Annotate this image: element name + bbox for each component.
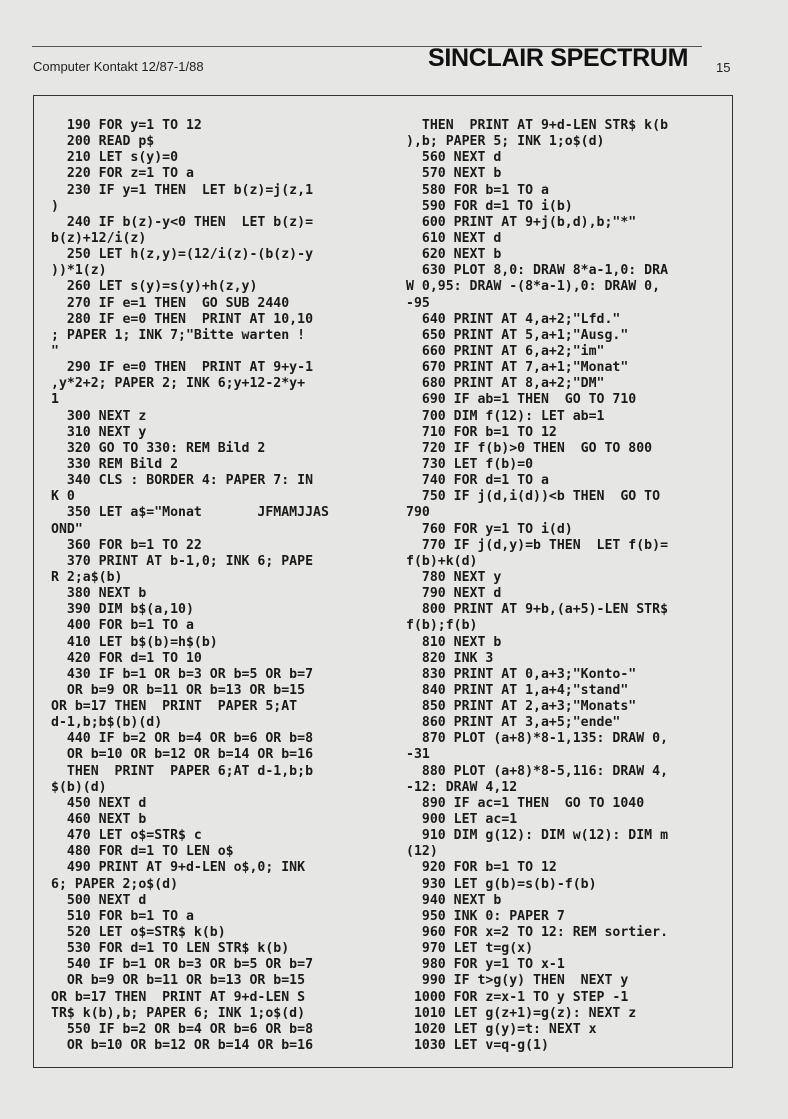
code-line: 630 PLOT 8,0: DRAW 8*a-1,0: DRA [406,263,669,279]
code-line: ))*1(z) [51,263,107,279]
code-line: 640 PRINT AT 4,a+2;"Lfd." [406,311,621,327]
code-line: 440 IF b=2 OR b=4 OR b=6 OR b=8 [51,731,314,747]
code-line: K 0 [51,489,75,505]
code-line: 280 IF e=0 THEN PRINT AT 10,10 [51,311,314,327]
code-line: 740 FOR d=1 TO a [406,473,549,489]
code-line: 960 FOR x=2 TO 12: REM sortier. [406,925,669,941]
code-line: 250 LET h(z,y)=(12/i(z)-(b(z)-y [51,247,314,263]
code-line: 6; PAPER 2;o$(d) [51,876,179,892]
code-line: 380 NEXT b [51,586,147,602]
code-line: 690 IF ab=1 THEN GO TO 710 [406,392,637,408]
code-line: 370 PRINT AT b-1,0; INK 6; PAPE [51,553,314,569]
section-title: SINCLAIR SPECTRUM [428,44,689,72]
code-line: d-1,b;b$(b)(d) [51,715,163,731]
code-line: 200 READ p$ [51,134,155,150]
code-line: 730 LET f(b)=0 [406,456,534,472]
code-line: 320 GO TO 330: REM Bild 2 [51,440,266,456]
code-line: 700 DIM f(12): LET ab=1 [406,408,605,424]
code-line: f(b)+k(d) [406,553,478,569]
code-line: 310 NEXT y [51,424,147,440]
code-line: 980 FOR y=1 TO x-1 [406,957,565,973]
code-line: 520 LET o$=STR$ k(b) [51,925,226,941]
code-line: 770 IF j(d,y)=b THEN LET f(b)= [406,537,669,553]
code-line: 530 FOR d=1 TO LEN STR$ k(b) [51,941,290,957]
code-line: 750 IF j(d,i(d))<b THEN GO TO [406,489,661,505]
code-line: ) [51,198,59,214]
code-line: 270 IF e=1 THEN GO SUB 2440 [51,295,290,311]
code-line: 890 IF ac=1 THEN GO TO 1040 [406,795,645,811]
code-line: OR b=17 THEN PRINT PAPER 5;AT [51,699,298,715]
code-line: 590 FOR d=1 TO i(b) [406,198,573,214]
code-line: 990 IF t>g(y) THEN NEXT y [406,973,629,989]
code-line: 220 FOR z=1 TO a [51,166,194,182]
code-line: 790 [406,505,430,521]
code-line: 230 IF y=1 THEN LET b(z)=j(z,1 [51,182,314,198]
code-line: 850 PRINT AT 2,a+3;"Monats" [406,699,637,715]
magazine-issue: Computer Kontakt 12/87-1/88 [33,59,204,74]
listing-right-column [406,118,668,1054]
code-line: 570 NEXT b [406,166,502,182]
code-line: 500 NEXT d [51,892,147,908]
page-number: 15 [716,60,731,75]
code-line: 330 REM Bild 2 [51,456,179,472]
code-line: 780 NEXT y [406,569,502,585]
code-line: 790 NEXT d [406,586,502,602]
code-line: OR b=9 OR b=11 OR b=13 OR b=15 [51,682,306,698]
code-line: 430 IF b=1 OR b=3 OR b=5 OR b=7 [51,666,314,682]
code-line: 1020 LET g(y)=t: NEXT x [406,1021,597,1037]
code-line: R 2;a$(b) [51,569,123,585]
code-line: 880 PLOT (a+8)*8-5,116: DRAW 4, [406,763,669,779]
code-line: THEN PRINT PAPER 6;AT d-1,b;b [51,763,314,779]
code-line: OR b=10 OR b=12 OR b=14 OR b=16 [51,747,314,763]
code-line: TR$ k(b),b; PAPER 6; INK 1;o$(d) [51,1005,306,1021]
code-line: 940 NEXT b [406,892,502,908]
code-line: 710 FOR b=1 TO 12 [406,424,557,440]
code-line: 340 CLS : BORDER 4: PAPER 7: IN [51,473,314,489]
code-line: b(z)+12/i(z) [51,230,147,246]
code-line: 870 PLOT (a+8)*8-1,135: DRAW 0, [406,731,669,747]
code-line: 540 IF b=1 OR b=3 OR b=5 OR b=7 [51,957,314,973]
code-line: 480 FOR d=1 TO LEN o$ [51,844,234,860]
code-line: f(b);f(b) [406,618,478,634]
code-line: 1000 FOR z=x-1 TO y STEP -1 [406,989,629,1005]
code-line: ; PAPER 1; INK 7;"Bitte warten ! [51,327,306,343]
code-line: 610 NEXT d [406,230,502,246]
code-line: OND" [51,521,83,537]
code-line: OR b=9 OR b=11 OR b=13 OR b=15 [51,973,306,989]
code-line: 660 PRINT AT 6,a+2;"im" [406,343,605,359]
code-line: 300 NEXT z [51,408,147,424]
code-line: 260 LET s(y)=s(y)+h(z,y) [51,279,258,295]
code-line: 680 PRINT AT 8,a+2;"DM" [406,376,605,392]
code-line: 360 FOR b=1 TO 22 [51,537,202,553]
code-line: 490 PRINT AT 9+d-LEN o$,0; INK [51,860,306,876]
code-line: 830 PRINT AT 0,a+3;"Konto-" [406,666,637,682]
code-line: 390 DIM b$(a,10) [51,602,194,618]
code-line: -95 [406,295,430,311]
code-line: 210 LET s(y)=0 [51,150,179,166]
code-line: 290 IF e=0 THEN PRINT AT 9+y-1 [51,360,314,376]
code-line: 760 FOR y=1 TO i(d) [406,521,573,537]
code-line: -12: DRAW 4,12 [406,779,518,795]
code-line: 800 PRINT AT 9+b,(a+5)-LEN STR$ [406,602,669,618]
code-line: 550 IF b=2 OR b=4 OR b=6 OR b=8 [51,1021,314,1037]
code-line: 240 IF b(z)-y<0 THEN LET b(z)= [51,214,314,230]
code-line: 1 [51,392,59,408]
code-line: 470 LET o$=STR$ c [51,828,202,844]
code-line: " [51,343,59,359]
code-line: 920 FOR b=1 TO 12 [406,860,557,876]
code-line: 580 FOR b=1 TO a [406,182,549,198]
code-line: OR b=10 OR b=12 OR b=14 OR b=16 [51,1038,314,1054]
code-line: 1030 LET v=q-g(1) [406,1038,549,1054]
code-line: 910 DIM g(12): DIM w(12): DIM m [406,828,669,844]
listing-left-column [51,118,329,1054]
code-line: 670 PRINT AT 7,a+1;"Monat" [406,360,629,376]
code-line: 1010 LET g(z+1)=g(z): NEXT z [406,1005,637,1021]
code-line: 600 PRINT AT 9+j(b,d),b;"*" [406,214,637,230]
code-line: ),b; PAPER 5; INK 1;o$(d) [406,134,605,150]
code-line: 860 PRINT AT 3,a+5;"ende" [406,715,621,731]
code-line: 400 FOR b=1 TO a [51,618,194,634]
code-line: 970 LET t=g(x) [406,941,534,957]
code-line: 650 PRINT AT 5,a+1;"Ausg." [406,327,629,343]
code-line: THEN PRINT AT 9+d-LEN STR$ k(b [406,118,669,133]
code-line: 420 FOR d=1 TO 10 [51,650,202,666]
code-line: 450 NEXT d [51,795,147,811]
code-line: 620 NEXT b [406,247,502,263]
code-line: W 0,95: DRAW -(8*a-1),0: DRAW 0, [406,279,661,295]
code-line: ,y*2+2; PAPER 2; INK 6;y+12-2*y+ [51,376,306,392]
code-line: $(b)(d) [51,779,107,795]
code-line: 510 FOR b=1 TO a [51,908,194,924]
code-line: 560 NEXT d [406,150,502,166]
code-line: 720 IF f(b)>0 THEN GO TO 800 [406,440,653,456]
code-line: 930 LET g(b)=s(b)-f(b) [406,876,597,892]
code-line: 350 LET a$="Monat JFMAMJJAS [51,505,329,521]
code-line: (12) [406,844,438,860]
code-line: 950 INK 0: PAPER 7 [406,908,565,924]
code-line: 810 NEXT b [406,634,502,650]
code-line: 900 LET ac=1 [406,812,518,828]
code-line: 190 FOR y=1 TO 12 [51,118,202,133]
code-line: 460 NEXT b [51,812,147,828]
code-line: -31 [406,747,430,763]
code-line: 410 LET b$(b)=h$(b) [51,634,218,650]
code-line: 820 INK 3 [406,650,494,666]
code-line: OR b=17 THEN PRINT AT 9+d-LEN S [51,989,306,1005]
code-line: 840 PRINT AT 1,a+4;"stand" [406,682,629,698]
